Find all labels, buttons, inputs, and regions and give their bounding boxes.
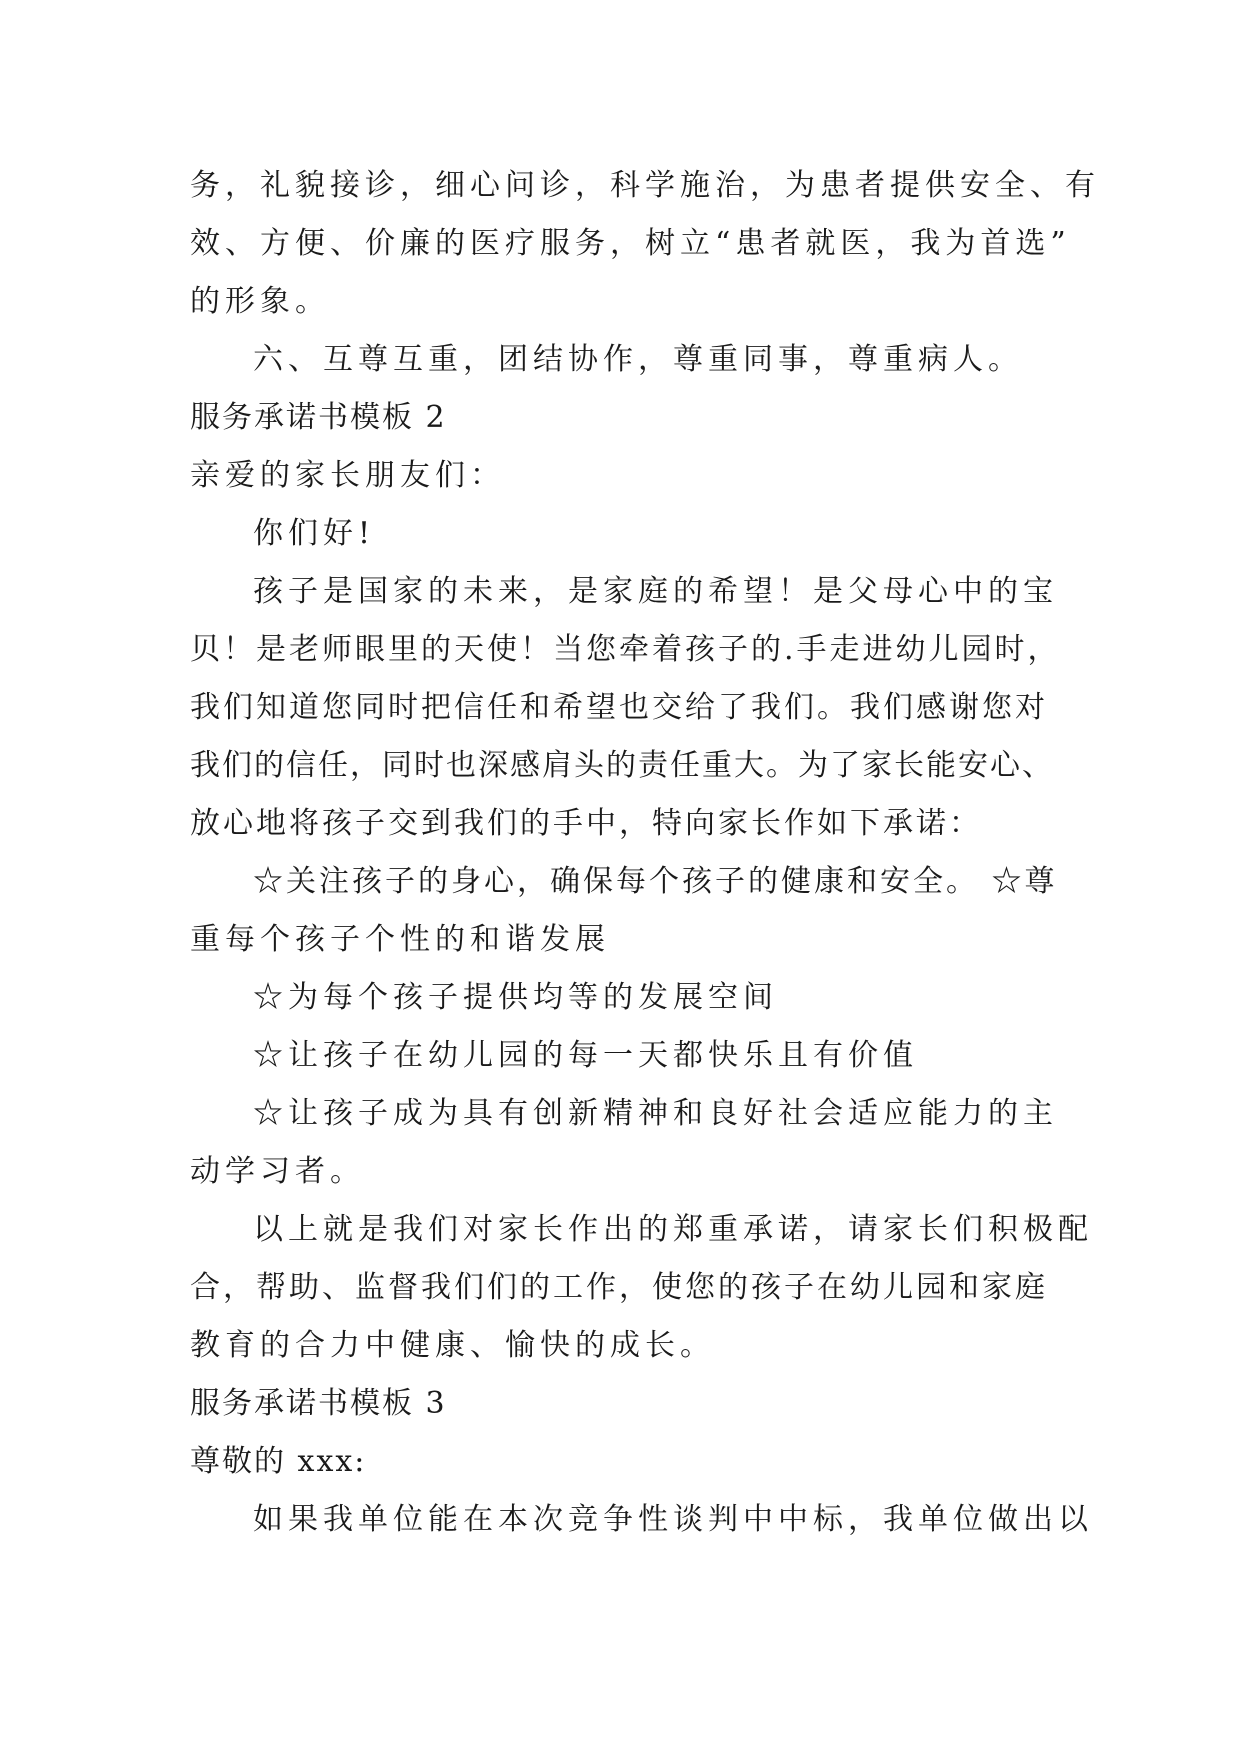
text-line: 贝！是老师眼里的天使！当您牵着孩子的.手走进幼儿园时， xyxy=(190,632,1061,667)
salutation: 尊敬的 xxx: xyxy=(190,1444,367,1479)
text-line: 以上就是我们对家长作出的郑重承诺，请家长们积极配 xyxy=(253,1212,1093,1247)
text-line: 的形象。 xyxy=(190,284,330,319)
text-line: 教育的合力中健康、愉快的成长。 xyxy=(190,1328,715,1363)
text-line: 务，礼貌接诊，细心问诊，科学施治，为患者提供安全、有 xyxy=(190,168,1100,203)
text-line: 合，帮助、监督我们们的工作，使您的孩子在幼儿园和家庭 xyxy=(190,1270,1048,1305)
salutation: 亲爱的家长朋友们： xyxy=(190,458,505,493)
list-item: ☆关注孩子的身心，确保每个孩子的健康和安全。 ☆尊 xyxy=(253,864,1058,899)
text-line: 我们知道您同时把信任和希望也交给了我们。我们感谢您对 xyxy=(190,690,1048,725)
section-heading: 服务承诺书模板 3 xyxy=(190,1386,447,1421)
text-line: 孩子是国家的未来，是家庭的希望！是父母心中的宝 xyxy=(253,574,1058,609)
text-line: 放心地将孩子交到我们的手中，特向家长作如下承诺： xyxy=(190,806,982,841)
text-line: 如果我单位能在本次竞争性谈判中中标，我单位做出以 xyxy=(253,1502,1093,1537)
section-heading: 服务承诺书模板 2 xyxy=(190,400,447,435)
text-line: 动学习者。 xyxy=(190,1154,365,1189)
text-line: 我们的信任，同时也深感肩头的责任重大。为了家长能安心、 xyxy=(190,748,1054,783)
greeting: 你们好! xyxy=(253,516,376,551)
list-item: ☆为每个孩子提供均等的发展空间 xyxy=(253,980,778,1015)
text-line: 六、互尊互重，团结协作，尊重同事，尊重病人。 xyxy=(253,342,1023,377)
text-line: 效、方便、价廉的医疗服务，树立“患者就医，我为首选” xyxy=(190,226,1071,261)
list-item: ☆让孩子成为具有创新精神和良好社会适应能力的主 xyxy=(253,1096,1058,1131)
list-item: ☆让孩子在幼儿园的每一天都快乐且有价值 xyxy=(253,1038,918,1073)
text-line: 重每个孩子个性的和谐发展 xyxy=(190,922,610,957)
